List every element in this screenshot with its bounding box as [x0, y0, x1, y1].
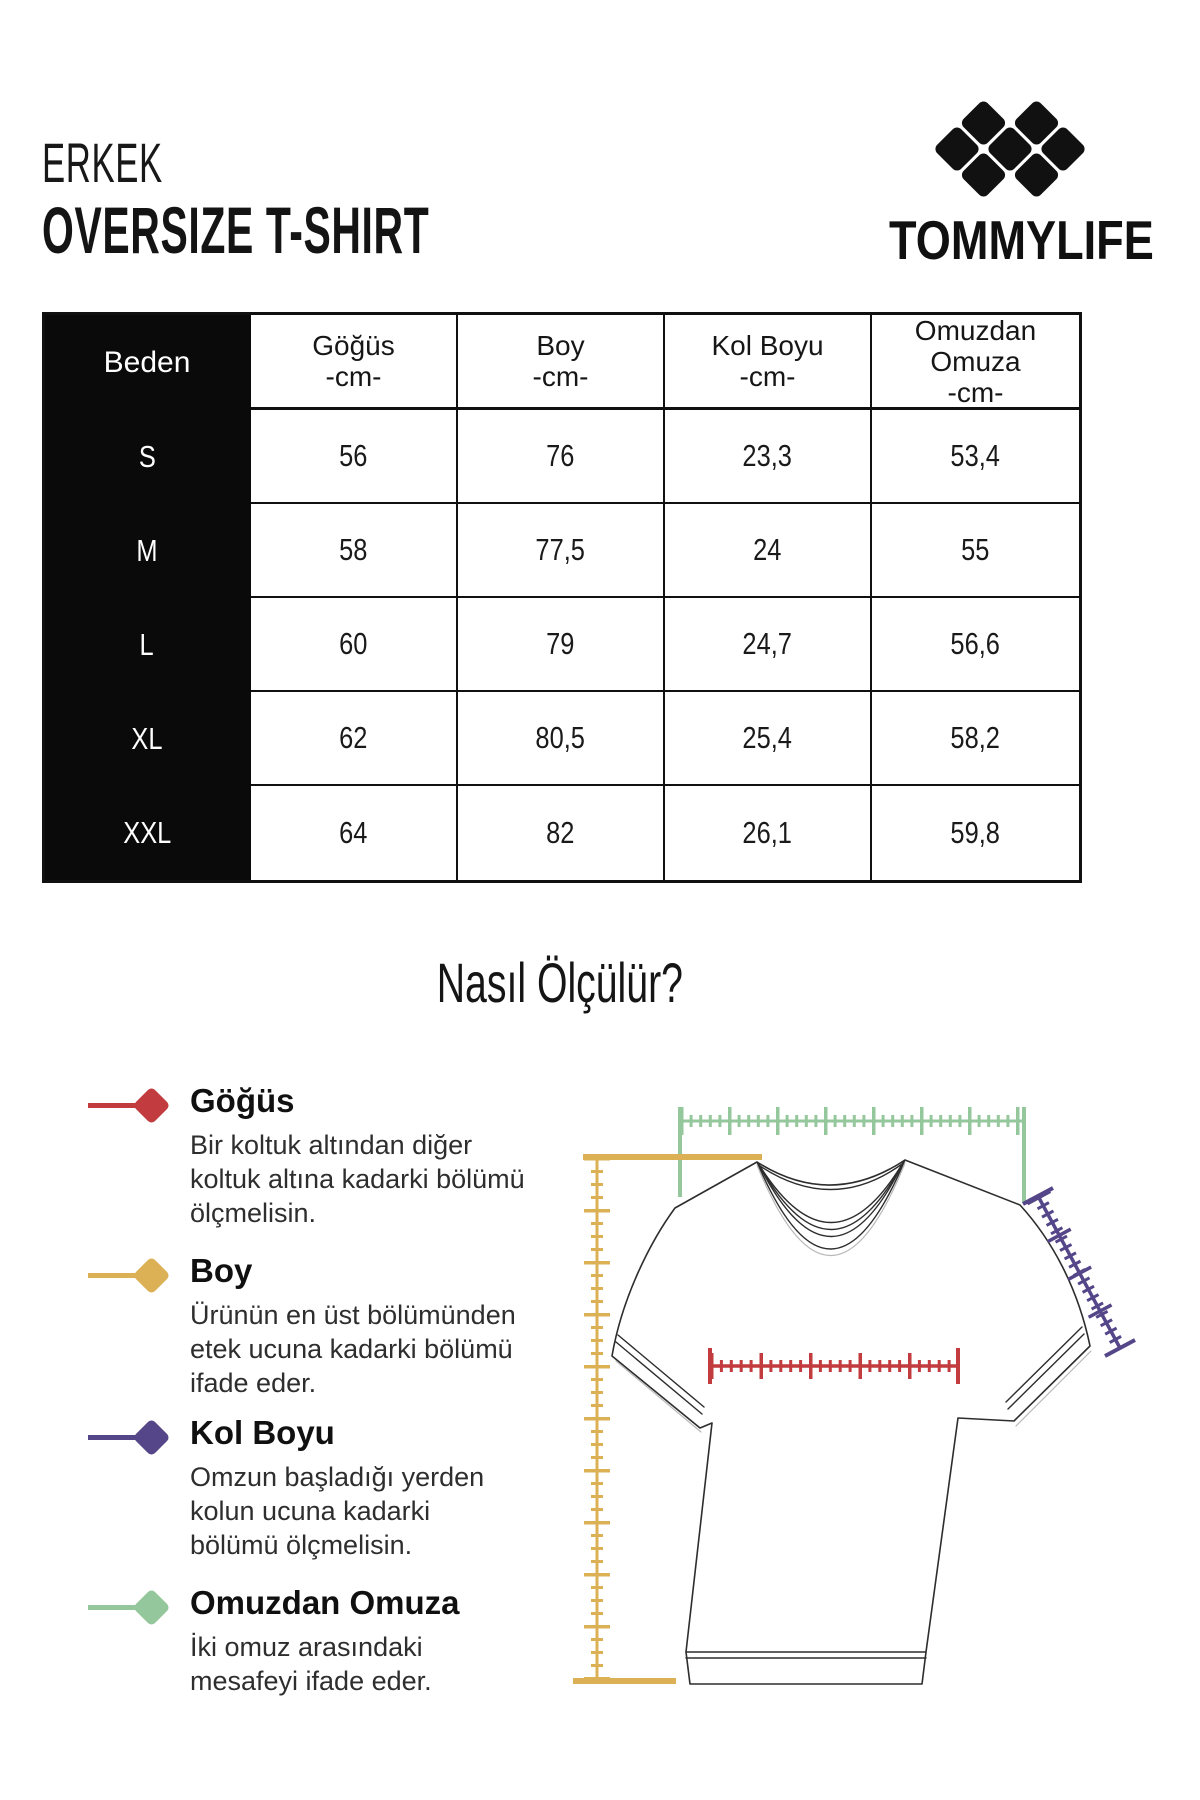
column-header-label: Kol Boyu [711, 330, 824, 361]
table-cell: 24 [665, 504, 872, 598]
table-cell: 23,3 [665, 410, 872, 504]
legend-description-line: kolun ucuna kadarki [190, 1496, 431, 1526]
diamond-icon [132, 1588, 170, 1626]
table-corner-header: Beden [45, 315, 251, 410]
legend-item-gogus [88, 1082, 525, 1230]
table-cell: 56 [251, 410, 458, 504]
legend-description-line: İki omuz arasındaki [190, 1632, 423, 1662]
legend-description-line: Bir koltuk altından diğer [190, 1130, 473, 1160]
legend-title: Omuzdan Omuza [190, 1584, 460, 1621]
size-table [42, 312, 1082, 883]
legend-description-line: bölümü ölçmelisin. [190, 1530, 413, 1560]
legend-item-omuzdan-omuza [88, 1584, 460, 1698]
column-header-label2: Omuza [930, 345, 1021, 377]
brand-name-text: TOMMYLIFE [889, 209, 1154, 271]
legend-text [190, 1414, 484, 1562]
legend-item-kol-boyu [88, 1414, 484, 1562]
table-cell: 64 [251, 786, 458, 880]
tshirt-outline [612, 1160, 1090, 1684]
column-header-label: Omuzdan [914, 314, 1037, 346]
legend-description-line: Ürünün en üst bölümünden [190, 1300, 516, 1330]
legend-text [190, 1584, 460, 1698]
column-header-label: Boy [536, 330, 585, 361]
brand-name [860, 208, 1160, 272]
how-to-measure-heading-text: Nasıl Ölçülür? [436, 951, 684, 1014]
column-header-unit: -cm- [325, 361, 382, 392]
size-label-xl: XL [45, 692, 251, 786]
size-label-s: S [45, 410, 251, 504]
diamond-icon [132, 1086, 170, 1124]
legend-description-line: ölçmelisin. [190, 1198, 317, 1228]
legend-title: Kol Boyu [190, 1414, 335, 1451]
product-title-text: OVERSIZE T-SHIRT [42, 193, 430, 267]
length-measure-icon [88, 1252, 190, 1300]
shoulder-measure-icon [88, 1584, 190, 1632]
legend-title: Göğüs [190, 1082, 295, 1119]
column-header-unit: -cm- [532, 361, 589, 392]
sleeve-measure-icon [88, 1414, 190, 1462]
column-header-label: Göğüs [312, 330, 395, 361]
legend-description-line: etek ucuna kadarki bölümü [190, 1334, 513, 1364]
tshirt-measure-diagram [470, 940, 1150, 1770]
legend-description-line: mesafeyi ifade eder. [190, 1666, 432, 1696]
table-cell: 59,8 [950, 815, 1001, 850]
diamond-icon [132, 1418, 170, 1456]
table-cell: 79 [458, 598, 665, 692]
table-cell: 62 [251, 692, 458, 786]
diamond-icon [132, 1256, 170, 1294]
chest-measure-icon [88, 1082, 190, 1130]
table-cell: 25,4 [665, 692, 872, 786]
table-cell: 55 [872, 504, 1079, 598]
column-header-boy [458, 315, 665, 410]
category-title-text: ERKEK [42, 131, 163, 194]
table-cell: 82 [458, 786, 665, 880]
table-cell: 58,2 [872, 692, 1079, 786]
size-label-xxl: XXL [45, 786, 251, 880]
size-label-l: L [45, 598, 251, 692]
table-cell: 76 [458, 410, 665, 504]
legend-text [190, 1252, 516, 1400]
column-header-unit: -cm- [739, 361, 796, 392]
brand-block [860, 96, 1160, 272]
table-cell: 56,6 [872, 598, 1079, 692]
legend-description-line: Omzun başladığı yerden [190, 1462, 485, 1492]
legend-description-line: ifade eder. [190, 1368, 317, 1398]
size-label-m: M [45, 504, 251, 598]
column-header-gogus [251, 315, 458, 410]
column-header-kol-boyu [665, 315, 872, 410]
product-title [42, 192, 667, 268]
table-cell: 77,5 [458, 504, 665, 598]
column-header-omuzdan-omuza [872, 315, 1079, 410]
legend-item-boy [88, 1252, 516, 1400]
table-cell: 80,5 [458, 692, 665, 786]
table-cell: 58 [251, 504, 458, 598]
table-cell: 60 [251, 598, 458, 692]
table-cell: 24,7 [665, 598, 872, 692]
tommylife-diamonds-logo-icon [929, 96, 1091, 202]
legend-description-line: koltuk altına kadarki bölümü [190, 1164, 525, 1194]
legend-title: Boy [190, 1252, 253, 1289]
table-cell: 53,4 [872, 410, 1079, 504]
category-title [42, 130, 237, 195]
column-header-unit: -cm- [947, 376, 1004, 408]
table-cell: 26,1 [665, 786, 872, 880]
